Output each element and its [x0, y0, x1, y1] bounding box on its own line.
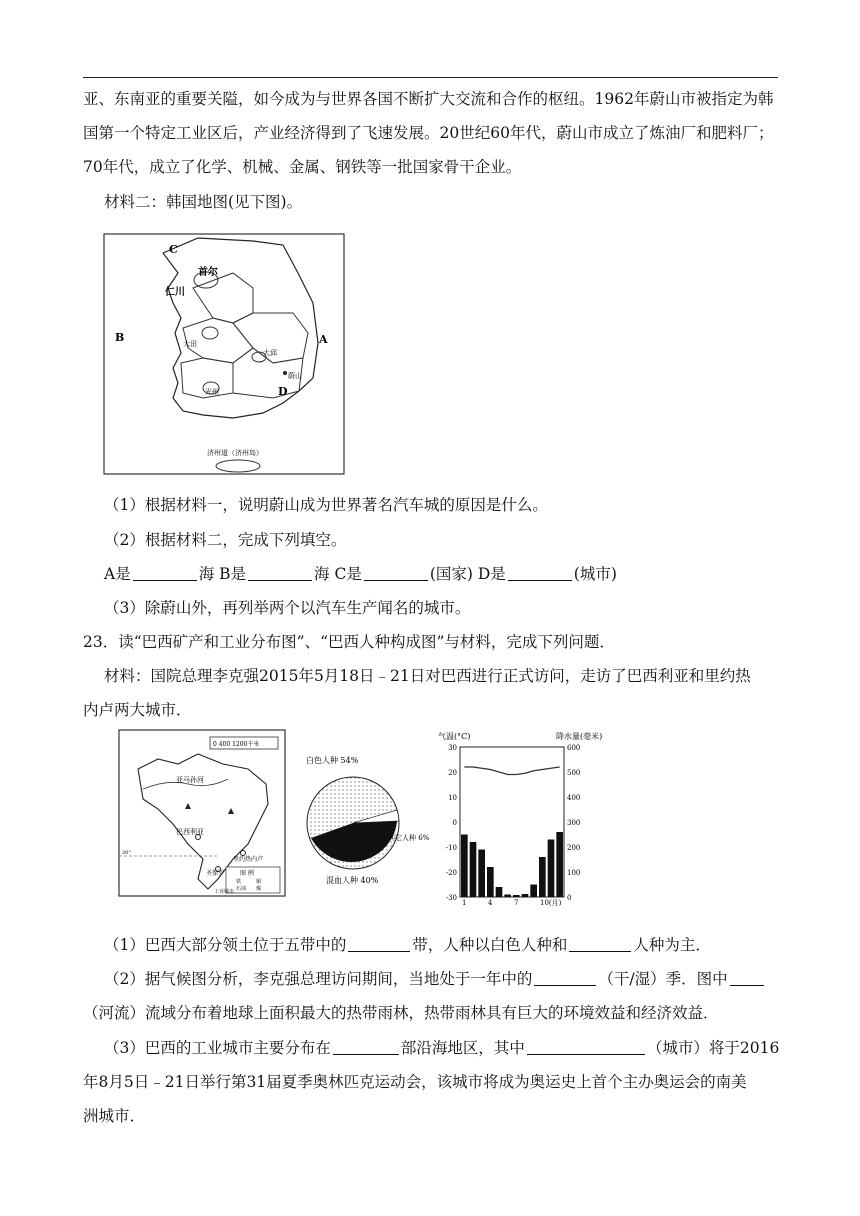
header-rule: [83, 77, 778, 78]
korea-map: [103, 233, 345, 475]
race-pie-chart: [298, 745, 430, 887]
legend-iron: 铁: [236, 879, 242, 885]
sub-question-3-cont: 洲城市．: [83, 1107, 146, 1125]
legend-oil: 石油: [236, 886, 247, 892]
material-line: 内卢两大城市．: [83, 701, 192, 719]
label-b: B: [115, 331, 125, 344]
label-amazon: 亚马孙河: [176, 776, 204, 784]
question-1: （1）根据材料一，说明蔚山成为世界著名汽车城的原因是什么。: [104, 496, 548, 514]
question-3: （3）除蔚山外，再列举两个以汽车生产闻名的城市。: [104, 599, 471, 617]
pie-label-mixed: 混血人种 40%: [326, 876, 379, 885]
y2-tick-label: 600: [567, 744, 581, 752]
precip-bar: [470, 842, 477, 897]
y-tick-label: 30: [448, 744, 457, 752]
y2-tick-label: 500: [567, 769, 581, 777]
sub-question-3-cont: 年8月5日﹣21日举行第31届夏季奥林匹克运动会，该城市将成为奥运史上首个主办奥运会的南美: [83, 1073, 747, 1091]
precip-bar: [461, 835, 468, 898]
blank-d[interactable]: [508, 565, 572, 581]
y-tick-label: 0: [452, 819, 457, 827]
legend-city: 工业城市: [214, 889, 235, 895]
precip-bar: [556, 832, 563, 897]
blank-b[interactable]: [248, 565, 312, 581]
blank-race[interactable]: [569, 936, 631, 952]
precip-bar: [522, 894, 529, 897]
label-brasilia: 巴西利亚: [176, 828, 204, 836]
x-tick-label: 4: [488, 899, 493, 907]
y-tick-label: -10: [445, 844, 457, 852]
y2-axis-label: 降水量(毫米): [556, 732, 603, 741]
sub-question-1: （1）巴西大部分领土位于五带中的 带，人种以白色人种和 人种为主．: [104, 936, 711, 954]
label-daegu: 大邱: [263, 349, 277, 357]
blank-city[interactable]: [527, 1039, 645, 1055]
y2-tick-label: 400: [567, 794, 581, 802]
blank-c[interactable]: [364, 565, 428, 581]
precip-bar: [487, 867, 494, 897]
precip-bar: [539, 857, 546, 897]
y2-tick-label: 0: [567, 894, 572, 902]
fill-blanks-line: A是 海 B是 海 C是 (国家) D是 (城市): [104, 565, 617, 583]
question-2: （2）根据材料二，完成下列填空。: [104, 531, 347, 549]
label-ulsan: 蔚山: [288, 372, 302, 380]
precip-bar: [478, 850, 485, 898]
y-axis-label: 气温(°C): [438, 732, 471, 741]
blank-season[interactable]: [534, 970, 596, 986]
climate-chart: [438, 729, 610, 905]
label-c: C: [169, 243, 178, 256]
label-rio: 里约热内卢: [233, 856, 264, 863]
paragraph-line: 亚、东南亚的重要关隘，如今成为与世界各国不断扩大交流和合作的枢纽。1962年蔚山市被指定为韩: [83, 90, 774, 108]
legend-title: 图 例: [240, 870, 254, 877]
blank-a[interactable]: [133, 565, 197, 581]
y2-tick-label: 300: [567, 819, 581, 827]
y2-tick-label: 100: [567, 869, 581, 877]
lat-label: 20°: [122, 850, 131, 856]
material-line: 材料：国院总理李克强2015年5月18日﹣21日对巴西进行正式访问，走访了巴西利亚和里约热: [104, 667, 751, 685]
y-tick-label: -20: [445, 869, 457, 877]
blank-zone[interactable]: [348, 936, 410, 952]
x-tick-label: 1: [462, 899, 467, 907]
precip-bar: [530, 885, 537, 898]
label-incheon: 仁川: [165, 287, 185, 298]
scale-label: 0 400 1200千米: [213, 741, 260, 748]
legend-coal: 煤: [256, 886, 262, 892]
precip-bar: [504, 895, 511, 898]
blank-river[interactable]: [730, 970, 764, 986]
y-tick-label: 20: [448, 769, 457, 777]
sub-question-3: （3）巴西的工业城市主要分布在 部沿海地区，其中 （城市）将于2016: [104, 1039, 780, 1057]
pie-label-other: 其它人种 6%: [388, 834, 430, 842]
label-a: A: [319, 333, 328, 346]
label-gwangju: 光州: [205, 388, 219, 396]
paragraph-line: 国第一个特定工业区后，产业经济得到了飞速发展。20世纪60年代，蔚山市成立了炼油厂和肥料厂；: [83, 124, 774, 142]
sub-question-2: （2）据气候图分析，李克强总理访问期间，当地处于一年中的 （干/湿）季．图中: [104, 969, 804, 989]
blank-region[interactable]: [333, 1039, 399, 1055]
legend-item: 铜: [256, 879, 262, 885]
brazil-map: [118, 729, 286, 897]
x-tick-label: 10(月): [540, 899, 562, 907]
pie-label-white: 白色人种 54%: [306, 756, 359, 765]
label-jeju: 济州道（济州岛）: [207, 449, 263, 457]
question-23: 23．读“巴西矿产和工业分布图”、“巴西人种构成图”与材料，完成下列问题．: [83, 633, 615, 651]
material-two-label: 材料二：韩国地图(见下图)。: [104, 193, 303, 211]
label-daejeon: 大田: [183, 340, 197, 348]
sub-question-2-cont: （河流）流域分布着地球上面积最大的热带雨林，热带雨林具有巨大的环境效益和经济效益．: [83, 1004, 719, 1022]
precip-bar: [548, 840, 555, 898]
label-seoul: 首尔: [198, 267, 218, 278]
y2-tick-label: 200: [567, 844, 581, 852]
x-tick-label: 7: [514, 899, 519, 907]
label-saopaulo: 圣保罗: [206, 870, 225, 877]
y-tick-label: -30: [445, 894, 457, 902]
paragraph-line: 70年代，成立了化学、机械、金属、钢铁等一批国家骨干企业。: [83, 158, 522, 176]
precip-bar: [513, 895, 520, 897]
label-d: D: [278, 385, 288, 398]
y-tick-label: 10: [448, 794, 457, 802]
precip-bar: [496, 887, 503, 897]
